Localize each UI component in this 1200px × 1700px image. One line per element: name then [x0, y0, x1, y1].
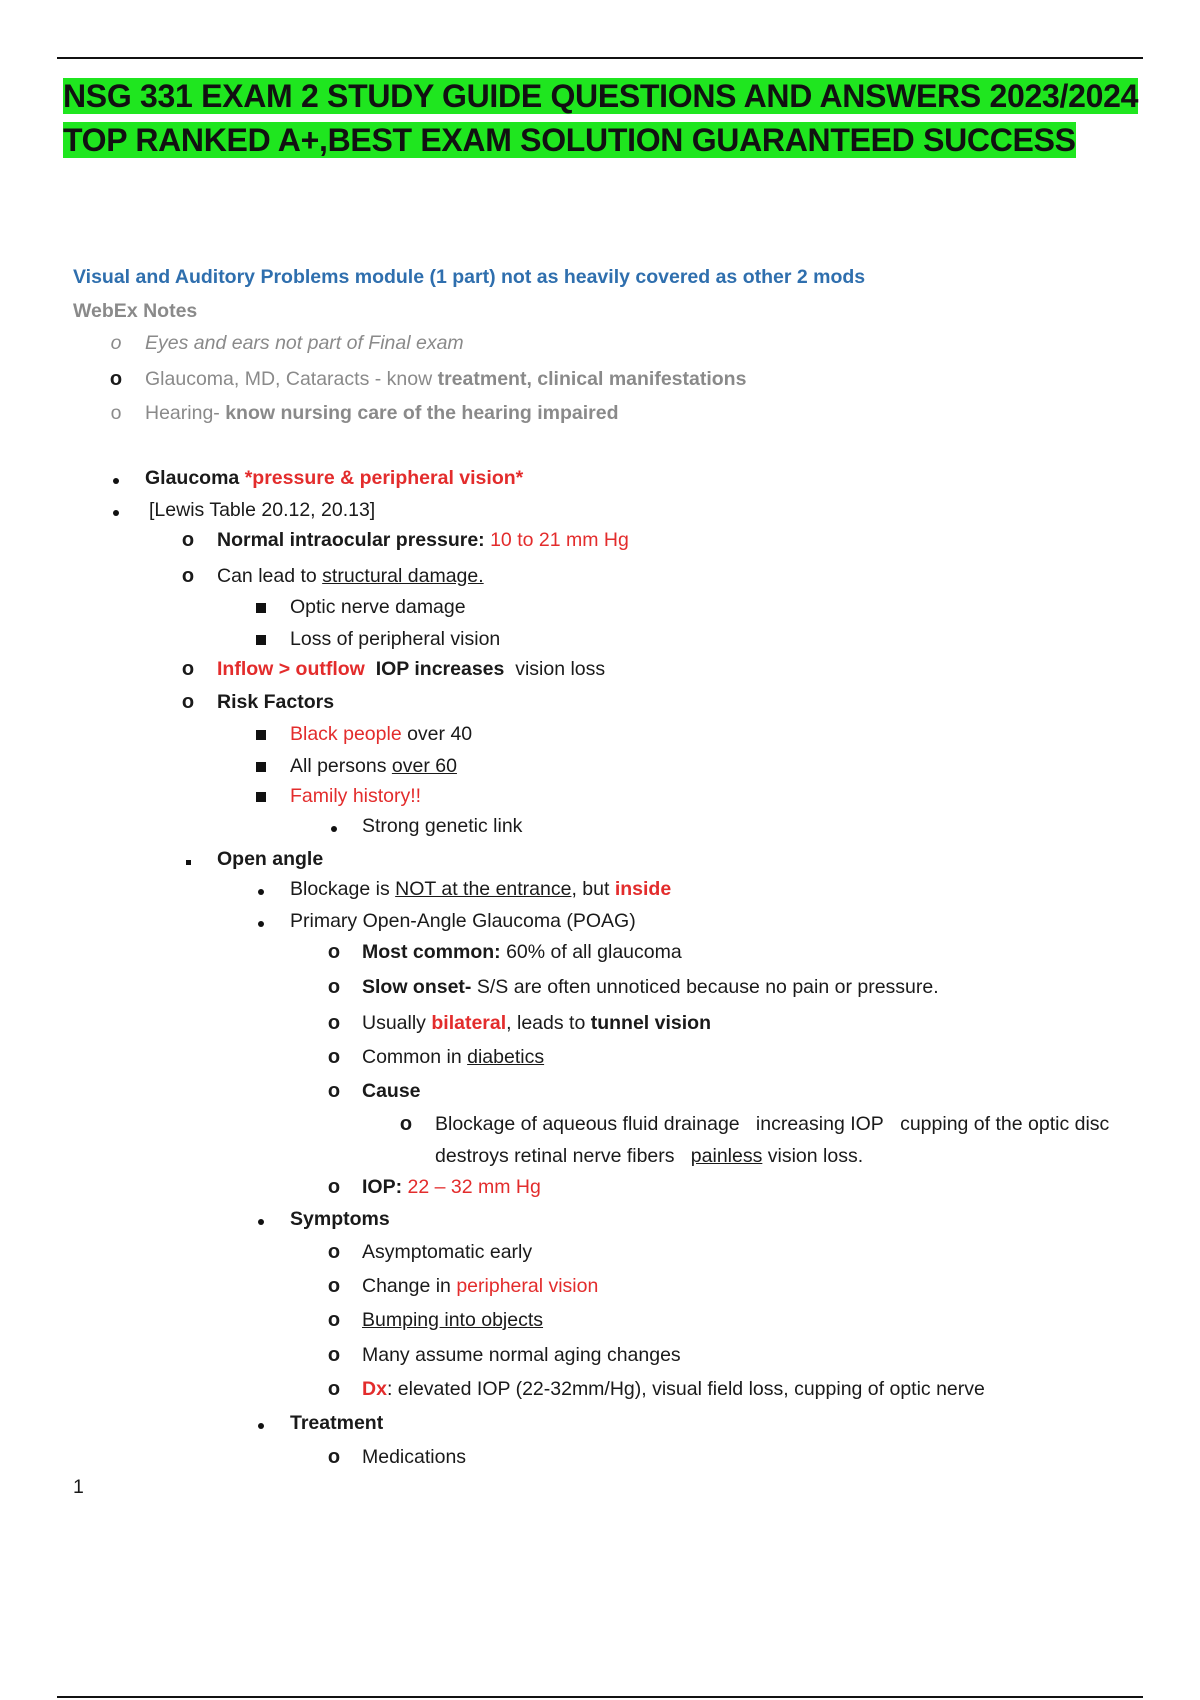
bullet-square-icon [251, 783, 271, 809]
note-1: Eyes and ears not part of Final exam [145, 332, 464, 354]
oa1-text: Blockage is [290, 878, 396, 900]
risk-factors-heading: Risk Factors [217, 691, 335, 713]
bullet-o-icon: o [327, 941, 341, 963]
treatment-1: Medications [362, 1446, 467, 1468]
bullet-o-icon: o [327, 1241, 341, 1263]
damage-item-1: Optic nerve damage [290, 596, 466, 618]
lewis-reference: [Lewis Table 20.12, 20.13] [149, 499, 376, 521]
bullet-o-icon: o [327, 1080, 341, 1102]
bullet-square-icon [251, 626, 271, 652]
bullet-o-icon: o [181, 529, 195, 551]
iop-value: 10 to 21 mm Hg [484, 529, 629, 551]
risk-1-red: Black people [290, 723, 402, 745]
risk-2 [290, 753, 457, 779]
bullet-o-icon: o [327, 1275, 341, 1297]
bullet-small-square-icon [178, 846, 198, 872]
symptom-1: Asymptomatic early [362, 1241, 533, 1263]
bullet-o-icon: o [110, 402, 122, 424]
oa1-red: inside [614, 878, 672, 900]
bullet-o-icon: o [327, 1012, 341, 1034]
symptom-5-red: Dx [362, 1378, 387, 1400]
poag-2 [362, 974, 939, 1000]
glaucoma-note: *pressure & peripheral vision* [244, 467, 524, 489]
poag-4-text: Common in [362, 1046, 468, 1068]
risk-1-text: over 40 [401, 723, 473, 745]
poag-3-red: bilateral [431, 1012, 507, 1034]
symptom-2-text: Change in [362, 1275, 457, 1297]
bottom-rule [57, 1696, 1143, 1698]
note-2-text: Glaucoma, MD, Cataracts - know [145, 368, 438, 390]
symptom-5 [362, 1376, 985, 1402]
cause-heading: Cause [362, 1080, 421, 1102]
iop-label: Normal intraocular pressure: [217, 529, 485, 551]
poag-3-mid: , leads to [506, 1012, 591, 1034]
bullet-dot-icon [251, 1206, 271, 1232]
bullet-o-icon: o [327, 1378, 341, 1400]
symptom-2-red: peripheral vision [456, 1275, 599, 1297]
bullet-dot-icon [106, 465, 126, 491]
bullet-dot-icon [251, 908, 271, 934]
symptoms-heading: Symptoms [290, 1208, 390, 1230]
risk-3: Family history!! [290, 785, 422, 807]
bullet-dot-icon [106, 497, 126, 523]
symptom-2 [362, 1273, 598, 1299]
cause-c: cupping of the optic disc [900, 1113, 1110, 1135]
oa1-underlined: NOT at the entrance [395, 878, 572, 900]
bullet-dot-icon [251, 876, 271, 902]
risk-2-underlined: over 60 [391, 755, 457, 777]
bullet-square-icon [251, 594, 271, 620]
poag-3 [362, 1010, 711, 1036]
bullet-o-icon: o [327, 1046, 341, 1068]
treatment-heading: Treatment [290, 1412, 384, 1434]
poag-2-text: S/S are often unnoticed because no pain or pressure. [471, 976, 939, 998]
flow-b: IOP increases [375, 658, 505, 680]
structural-damage [217, 563, 484, 589]
note-2 [145, 366, 746, 392]
note-2-bold: treatment, clinical manifestations [437, 368, 747, 390]
webex-heading: WebEx Notes [73, 300, 198, 322]
damage-text: Can lead to [217, 565, 323, 587]
risk-3-sub: Strong genetic link [362, 815, 523, 837]
title-line-1: NSG 331 EXAM 2 STUDY GUIDE QUESTIONS AND ANSWERS 2023/2024 [63, 78, 1139, 114]
bullet-o-icon: o [399, 1113, 413, 1135]
bullet-dot-icon [251, 1410, 271, 1436]
bullet-square-icon [251, 753, 271, 779]
poag-2-bold: Slow onset- [362, 976, 472, 998]
poag-iop [362, 1174, 541, 1200]
poag-iop-label: IOP: [362, 1176, 403, 1198]
damage-item-2: Loss of peripheral vision [290, 628, 501, 650]
symptom-4: Many assume normal aging changes [362, 1344, 681, 1366]
poag-1-text: 60% of all glaucoma [500, 941, 682, 963]
document-title [63, 74, 1138, 162]
page-number: 1 [73, 1476, 84, 1498]
bullet-o-icon: o [327, 1344, 341, 1366]
flow-c: vision loss [515, 658, 606, 680]
symptom-3: Bumping into objects [362, 1309, 544, 1331]
damage-underlined: structural damage. [322, 565, 484, 587]
poag-1 [362, 939, 682, 965]
cause-line-1 [435, 1111, 1109, 1137]
bullet-o-icon: o [181, 658, 195, 680]
open-angle-1 [290, 876, 671, 902]
poag-3-bold: tunnel vision [590, 1012, 711, 1034]
poag-3-text: Usually [362, 1012, 432, 1034]
risk-2-text: All persons [290, 755, 392, 777]
note-3-text: Hearing- [145, 402, 226, 424]
bullet-o-icon: o [327, 976, 341, 998]
poag-1-bold: Most common: [362, 941, 501, 963]
oa1-mid: , but [571, 878, 615, 900]
bullet-o-icon: o [110, 332, 122, 354]
risk-1 [290, 721, 472, 747]
cause-d: destroys retinal nerve fibers [435, 1145, 675, 1167]
title-line-2: TOP RANKED A+,BEST EXAM SOLUTION GUARANTEED SUCCESS [63, 122, 1076, 158]
flow-a: Inflow > outflow [217, 658, 365, 680]
bullet-o-icon: o [327, 1446, 341, 1468]
glaucoma-heading [145, 465, 523, 491]
cause-a: Blockage of aqueous fluid drainage [435, 1113, 740, 1135]
bullet-o-icon: o [181, 565, 195, 587]
normal-iop [217, 527, 629, 553]
poag-4 [362, 1044, 544, 1070]
bullet-dot-icon [324, 813, 344, 839]
cause-line-2 [435, 1143, 863, 1169]
note-3 [145, 400, 619, 426]
bullet-square-icon [251, 721, 271, 747]
poag-iop-value: 22 – 32 mm Hg [402, 1176, 541, 1198]
bullet-o-icon: o [327, 1309, 341, 1331]
section-heading: Visual and Auditory Problems module (1 part) not as heavily covered as other 2 mods [73, 266, 866, 288]
inflow-outflow [217, 656, 605, 682]
open-angle-heading: Open angle [217, 848, 324, 870]
poag-4-underlined: diabetics [467, 1046, 545, 1068]
cause-f: vision loss. [762, 1145, 864, 1167]
bullet-o-icon: o [109, 368, 123, 390]
bullet-o-icon: o [327, 1176, 341, 1198]
top-rule [57, 57, 1143, 59]
note-3-bold: know nursing care of the hearing impaired [225, 402, 619, 424]
glaucoma-label: Glaucoma [145, 467, 245, 489]
bullet-o-icon: o [181, 691, 195, 713]
cause-b: increasing IOP [755, 1113, 884, 1135]
cause-e: painless [690, 1145, 763, 1167]
open-angle-2: Primary Open-Angle Glaucoma (POAG) [290, 910, 636, 932]
symptom-5-text: : elevated IOP (22-32mm/Hg), visual field loss, cupping of optic nerve [386, 1378, 985, 1400]
